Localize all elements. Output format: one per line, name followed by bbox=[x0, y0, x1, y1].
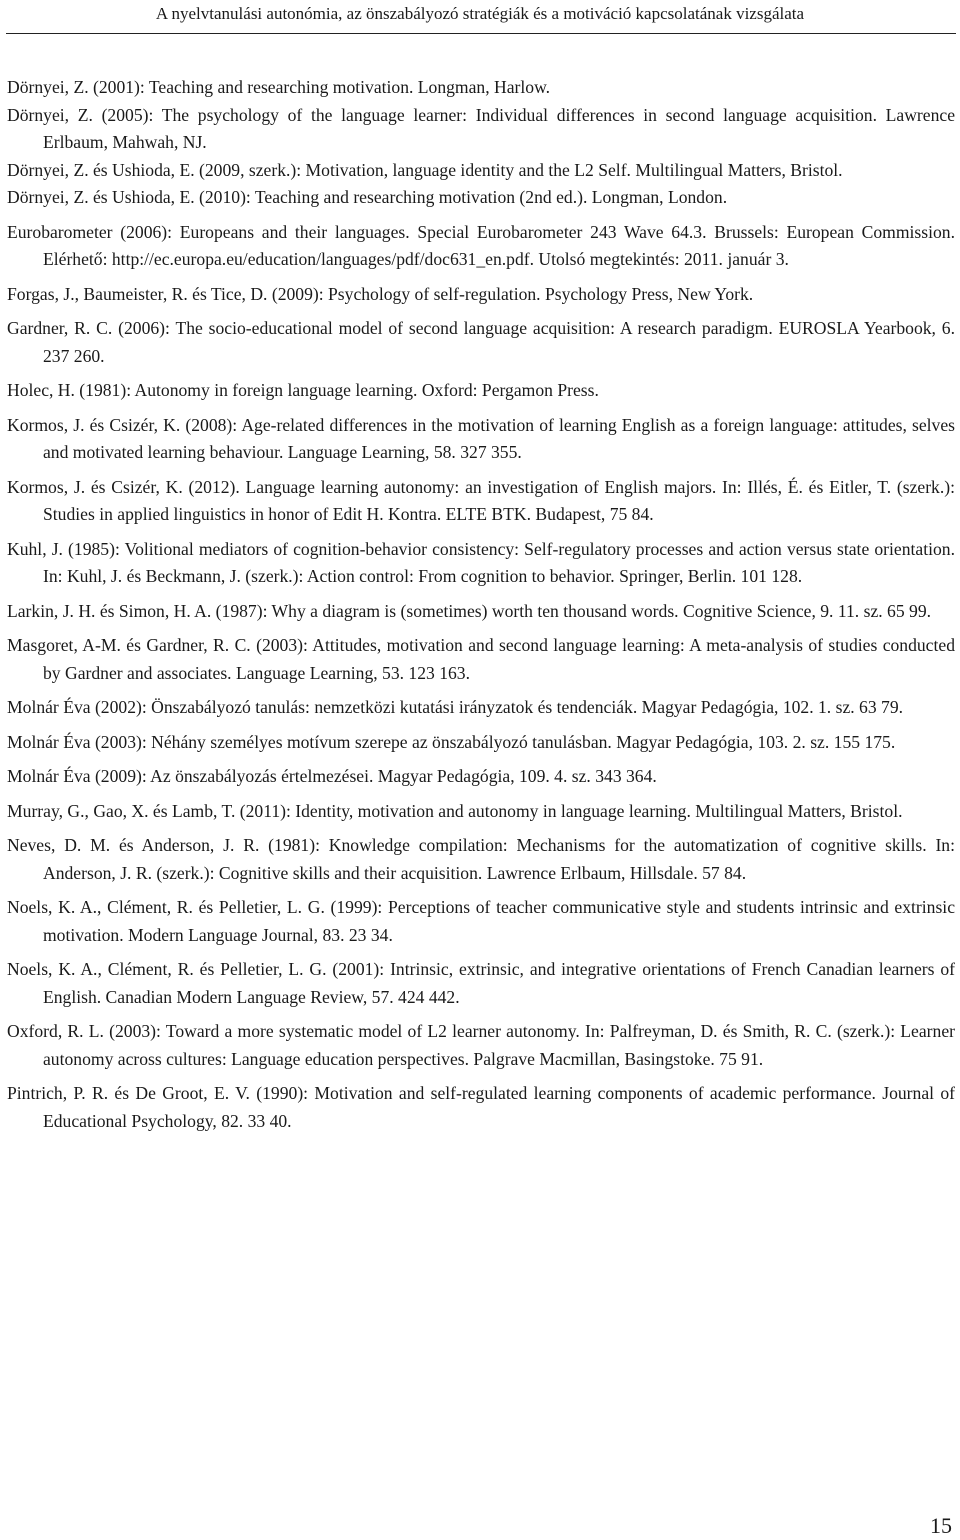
reference-item: Eurobarometer (2006): Europeans and their languages. Special Eurobarometer 243 Wave 64.3. Brussels: European Commission. Elérhető: http://ec.europa.eu/education/languages/pdf/doc631_en.pdf. Utolsó megtekintés: 2011. január 3. bbox=[7, 221, 955, 269]
reference-item: Noels, K. A., Clément, R. és Pelletier, L. G. (2001): Intrinsic, extrinsic, and integrative orientations of French Canadian learners of English. Canadian Modern Language Review, 57. 424 442. bbox=[7, 959, 955, 1007]
reference-item: Larkin, J. H. és Simon, H. A. (1987): Why a diagram is (sometimes) worth ten thousand words. Cognitive Science, 9. 11. sz. 65 99. bbox=[7, 600, 932, 621]
reference-item: Murray, G., Gao, X. és Lamb, T. (2011): Identity, motivation and autonomy in language learning. Multilingual Matters, Bristol. bbox=[7, 800, 903, 821]
reference-list bbox=[7, 74, 955, 1135]
running-head: A nyelvtanulási autonómia, az önszabályozó stratégiák és a motiváció kapcsolatának vizsgálata bbox=[155, 4, 805, 23]
reference-item: Molnár Éva (2003): Néhány személyes motívum szerepe az önszabályozó tanulásban. Magyar Pedagógia, 103. 2. sz. 155 175. bbox=[7, 731, 896, 752]
reference-item: Holec, H. (1981): Autonomy in foreign language learning. Oxford: Pergamon Press. bbox=[7, 380, 599, 400]
reference-item: Molnár Éva (2009): Az önszabályozás értelmezései. Magyar Pedagógia, 109. 4. sz. 343 364. bbox=[7, 766, 657, 786]
reference-item: Dörnyei, Z. és Ushioda, E. (2009, szerk.): Motivation, language identity and the L2 Self. Multilingual Matters, Bristol. bbox=[7, 159, 843, 180]
reference-item: Forgas, J., Baumeister, R. és Tice, D. (2009): Psychology of self-regulation. Psychology Press, New York. bbox=[7, 283, 754, 304]
reference-item: Masgoret, A-M. és Gardner, R. C. (2003): Attitudes, motivation and second language learning: A meta-analysis of studies conducted by Gardner and associates. Language Learning, 53. 123 163. bbox=[7, 635, 955, 683]
reference-item: Kuhl, J. (1985): Volitional mediators of cognition-behavior consistency: Self-regulatory processes and action versus state orientation. In: Kuhl, J. és Beckmann, J. (szerk.): Action control: From cognition to behavior. Springer, Berlin. 101 128. bbox=[7, 538, 955, 586]
reference-item: Dörnyei, Z. és Ushioda, E. (2010): Teaching and researching motivation (2nd ed.). Longman, London. bbox=[7, 187, 728, 207]
reference-item: Pintrich, P. R. és De Groot, E. V. (1990): Motivation and self-regulated learning components of academic performance. Journal of Educational Psychology, 82. 33 40. bbox=[7, 1083, 955, 1131]
header-rule bbox=[6, 33, 956, 34]
reference-item: Dörnyei, Z. (2001): Teaching and researching motivation. Longman, Harlow. bbox=[7, 77, 551, 97]
reference-item: Gardner, R. C. (2006): The socio-educational model of second language acquisition: A research paradigm. EUROSLA Yearbook, 6. 237 260. bbox=[7, 318, 955, 366]
reference-item: Dörnyei, Z. (2005): The psychology of the language learner: Individual differences in second language acquisition. Lawrence Erlbaum, Mahwah, NJ. bbox=[7, 104, 955, 152]
reference-item: Kormos, J. és Csizér, K. (2012). Language learning autonomy: an investigation of English majors. In: Illés, É. és Eitler, T. (szerk.): Studies in applied linguistics in honor of Edit H. Kontra. ELTE BTK. Budapest, 75 84. bbox=[7, 476, 955, 524]
reference-item: Molnár Éva (2002): Önszabályozó tanulás: nemzetközi kutatási irányzatok és tendenciák. Magyar Pedagógia, 102. 1. sz. 63 79. bbox=[7, 697, 904, 717]
page-number: 15 bbox=[930, 1513, 952, 1538]
reference-item: Noels, K. A., Clément, R. és Pelletier, L. G. (1999): Perceptions of teacher communicative style and students intrinsic and extrinsic motivation. Modern Language Journal, 83. 23 34. bbox=[7, 897, 955, 945]
reference-item: Neves, D. M. és Anderson, J. R. (1981): Knowledge compilation: Mechanisms for the automatization of cognitive skills. In: Anderson, J. R. (szerk.): Cognitive skills and their acquisition. Lawrence Erlbaum, Hillsdale. 57 84. bbox=[7, 835, 955, 883]
reference-item: Kormos, J. és Csizér, K. (2008): Age-related differences in the motivation of learning English as a foreign language: attitudes, selves and motivated learning behaviour. Language Learning, 58. 327 355. bbox=[7, 414, 955, 462]
reference-item: Oxford, R. L. (2003): Toward a more systematic model of L2 learner autonomy. In: Palfreyman, D. és Smith, R. C. (szerk.): Learner autonomy across cultures: Language education perspectives. Palgrave Macmillan, Basingstoke. 75 91. bbox=[7, 1021, 955, 1069]
